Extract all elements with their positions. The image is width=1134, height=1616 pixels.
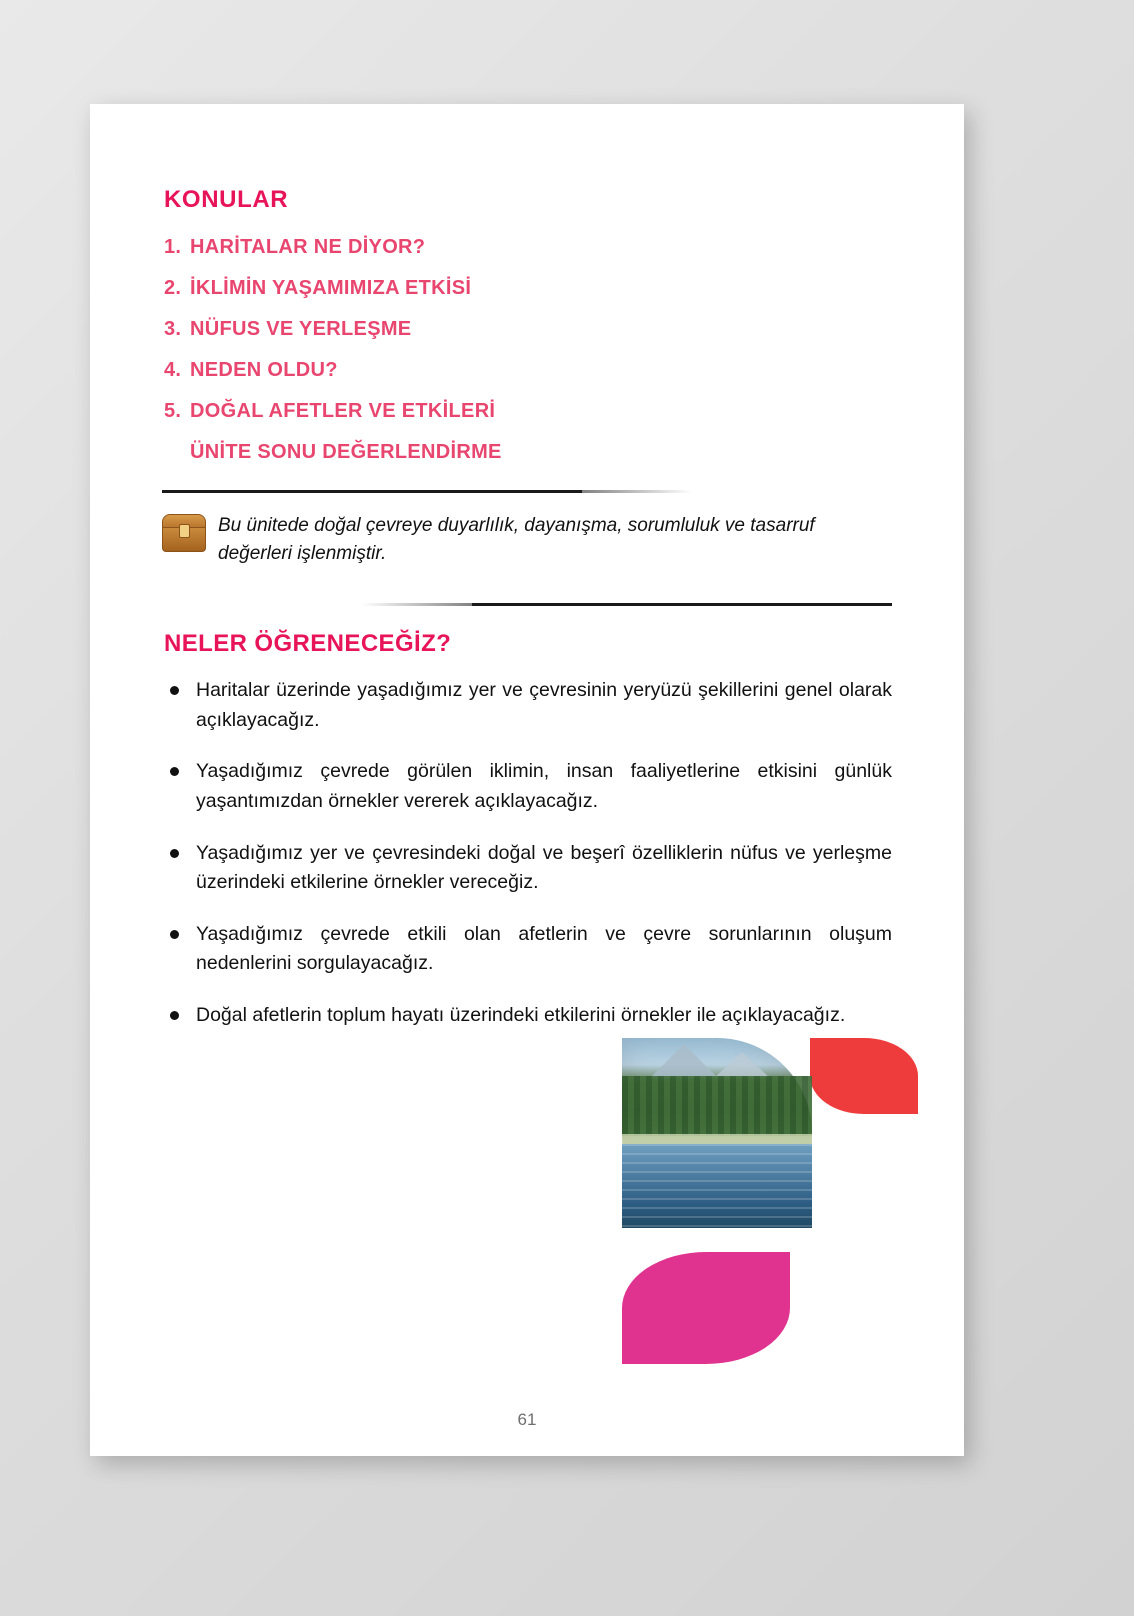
list-item <box>164 236 892 259</box>
pink-leaf-shape <box>622 1252 790 1364</box>
list-item <box>164 400 892 423</box>
outcome-text: Yaşadığımız yer ve çevresindeki doğal ve beşerî özelliklerin nüfus ve yerleşme üzerindeki etkilerine örnekler vereceğiz. <box>196 841 892 894</box>
topic-label: ÜNİTE SONU DEĞERLENDİRME <box>190 441 502 463</box>
topic-number: 5. <box>164 400 182 422</box>
topic-label: İKLİMİN YAŞAMIMIZA ETKİSİ <box>190 277 472 299</box>
note-divider-bottom <box>472 603 892 606</box>
outcome-text: Doğal afetlerin toplum hayatı üzerindeki etkilerini örnekler ile açıklayacağız. <box>196 1004 846 1026</box>
list-item <box>162 757 892 816</box>
bullet-icon <box>170 686 179 695</box>
topics-list <box>162 236 892 464</box>
topic-label: DOĞAL AFETLER VE ETKİLERİ <box>190 400 496 422</box>
learning-outcomes-list <box>162 676 892 1031</box>
bullet-icon <box>170 1011 179 1020</box>
list-item <box>162 676 892 735</box>
topics-heading: KONULAR <box>164 186 289 213</box>
topic-label: NEDEN OLDU? <box>190 359 338 381</box>
list-item <box>164 359 892 382</box>
learning-outcomes-heading: NELER ÖĞRENECEĞİZ? <box>164 630 452 657</box>
page-number: 61 <box>517 1410 537 1429</box>
lake-forest-mountain-photo <box>622 1038 812 1228</box>
list-item <box>164 318 892 341</box>
topic-number: 2. <box>164 277 182 299</box>
bullet-icon <box>170 767 179 776</box>
outcome-text: Yaşadığımız çevrede etkili olan afetlerin ve çevre sorunlarının oluşum nedenlerini sorgulayacağız. <box>196 922 892 975</box>
values-note <box>162 490 892 606</box>
topic-label: NÜFUS VE YERLEŞME <box>190 318 412 340</box>
topic-number: 3. <box>164 318 182 340</box>
topic-number: 1. <box>164 236 182 258</box>
list-item <box>162 920 892 979</box>
list-item <box>164 277 892 300</box>
treasure-chest-icon <box>162 514 204 550</box>
note-divider-top <box>162 490 582 493</box>
list-item <box>162 1001 892 1031</box>
red-leaf-shape <box>810 1038 918 1114</box>
outcome-text: Haritalar üzerinde yaşadığımız yer ve çevresinin yeryüzü şekillerini genel olarak açıklayacağız. <box>196 679 892 731</box>
decorative-leaf-composition <box>622 1038 922 1368</box>
page-content <box>162 186 892 1053</box>
topic-label: HARİTALAR NE DİYOR? <box>190 236 426 258</box>
values-note-text: Bu ünitede doğal çevreye duyarlılık, dayanışma, sorumluluk ve tasarruf değerleri işlenmiştir. <box>218 515 815 564</box>
bullet-icon <box>170 930 179 939</box>
list-item <box>164 441 892 464</box>
list-item <box>162 839 892 898</box>
bullet-icon <box>170 849 179 858</box>
note-row <box>162 512 868 567</box>
book-page <box>90 104 964 1456</box>
topic-number: 4. <box>164 359 182 381</box>
outcome-text: Yaşadığımız çevrede görülen iklimin, insan faaliyetlerine etkisini günlük yaşantımızdan örnekler vererek açıklayacağız. <box>196 760 892 812</box>
